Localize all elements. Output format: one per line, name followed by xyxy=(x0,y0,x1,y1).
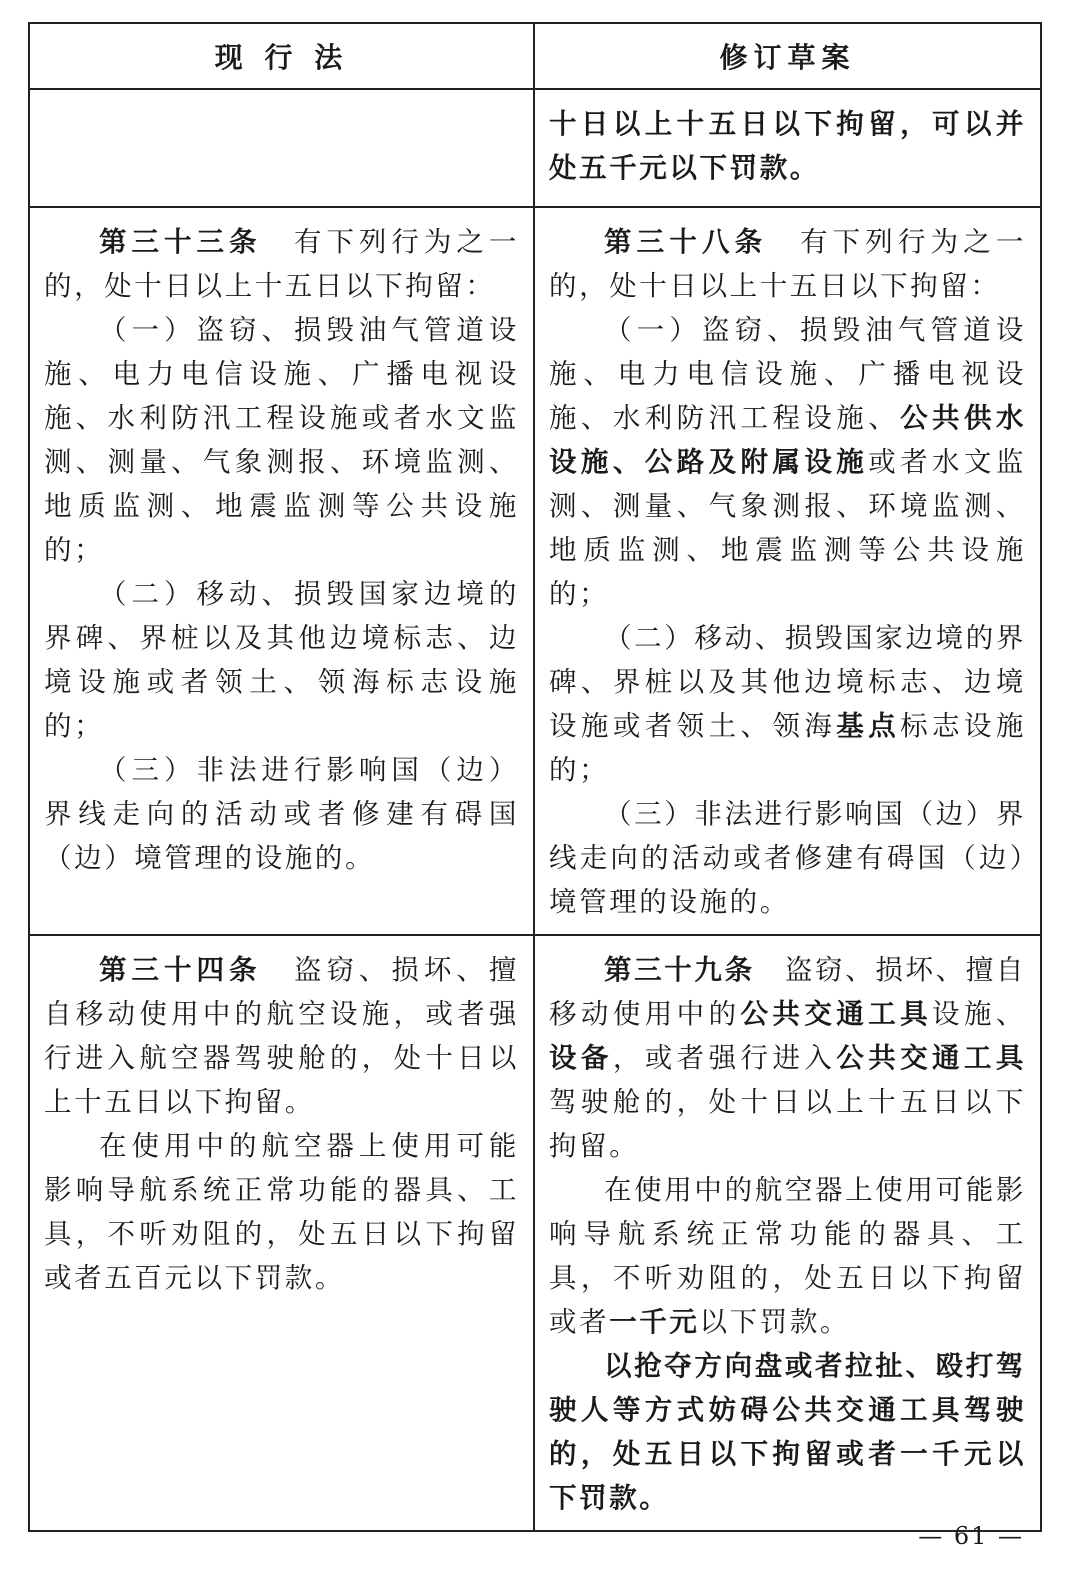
table-row xyxy=(29,207,1041,935)
article-34-para-1: 第三十四条 盗窃、损坏、擅自移动使用中的航空设施，或者强行进入航空器驾驶舱的，处十日以上十五日以下拘留。 xyxy=(44,954,519,1118)
row1-right-cell xyxy=(534,89,1041,207)
article-38-item-1: （一）盗窃、损毁油气管道设施、电力电信设施、广播电视设施、水利防汛工程设施、公共供水设施、公路及附属设施或者水文监测、测量、气象测报、环境监测、地质监测、地震监测等公共设施的； xyxy=(549,314,1027,610)
table-row xyxy=(29,935,1041,1531)
article-39-para-2: 在使用中的航空器上使用可能影响导航系统正常功能的器具、工具，不听劝阻的，处五日以下拘留或者一千元以下罚款。 xyxy=(549,1174,1026,1338)
header-current-law: 现 行 法 xyxy=(29,23,534,89)
article-38-title: 第三十八条 xyxy=(604,226,768,258)
row3-right-cell xyxy=(534,935,1041,1531)
row1-left-cell xyxy=(29,89,534,207)
article-38-item-2: （二）移动、损毁国家边境的界碑、界桩以及其他边境标志、边境设施或者领土、领海基点标志设施的； xyxy=(549,622,1027,786)
article-33-intro: 第三十三条 有下列行为之一的，处十日以上十五日以下拘留： xyxy=(44,226,519,302)
article-34-para-2: 在使用中的航空器上使用可能影响导航系统正常功能的器具、工具，不听劝阻的，处五日以下拘留或者五百元以下罚款。 xyxy=(44,1130,519,1294)
inserted-text: 公共供水设施、公路及附属设施 xyxy=(549,402,1026,478)
row1-right-text: 十日以上十五日以下拘留，可以并处五千元以下罚款。 xyxy=(549,108,1026,184)
comparison-table xyxy=(28,22,1042,1532)
page-number: — 61 — xyxy=(918,1522,1024,1550)
article-33-item-1: （一）盗窃、损毁油气管道设施、电力电信设施、广播电视设施、水利防汛工程设施或者水文监测、测量、气象测报、环境监测、地质监测、地震监测等公共设施的； xyxy=(44,314,519,566)
article-34-title: 第三十四条 xyxy=(99,954,262,986)
article-39-para-1: 第三十九条 盗窃、损坏、擅自移动使用中的公共交通工具设施、设备，或者强行进入公共交通工具驾驶舱的，处十日以上十五日以下拘留。 xyxy=(549,954,1027,1162)
inserted-text: 基点 xyxy=(836,710,901,742)
row2-left-cell xyxy=(29,207,534,935)
table-row xyxy=(29,89,1041,207)
article-33-title: 第三十三条 xyxy=(99,226,262,258)
header-draft: 修订草案 xyxy=(534,23,1041,89)
article-39-para-3: 以抢夺方向盘或者拉扯、殴打驾驶人等方式妨碍公共交通工具驾驶的，处五日以下拘留或者一千元以下罚款。 xyxy=(549,1350,1026,1514)
article-38-item-3: （三）非法进行影响国（边）界线走向的活动或者修建有碍国（边）境管理的设施的。 xyxy=(549,798,1026,918)
article-39-title: 第三十九条 xyxy=(604,954,755,986)
article-38-intro: 第三十八条 有下列行为之一的，处十日以上十五日以下拘留： xyxy=(549,226,1027,302)
row2-right-cell xyxy=(534,207,1041,935)
article-33-item-3: （三）非法进行影响国（边）界线走向的活动或者修建有碍国（边）境管理的设施的。 xyxy=(44,754,519,874)
article-33-item-2: （二）移动、损毁国家边境的界碑、界桩以及其他边境标志、边境设施或者领土、领海标志设施的； xyxy=(44,578,519,742)
table-header-row xyxy=(29,23,1041,89)
row3-left-cell xyxy=(29,935,534,1531)
